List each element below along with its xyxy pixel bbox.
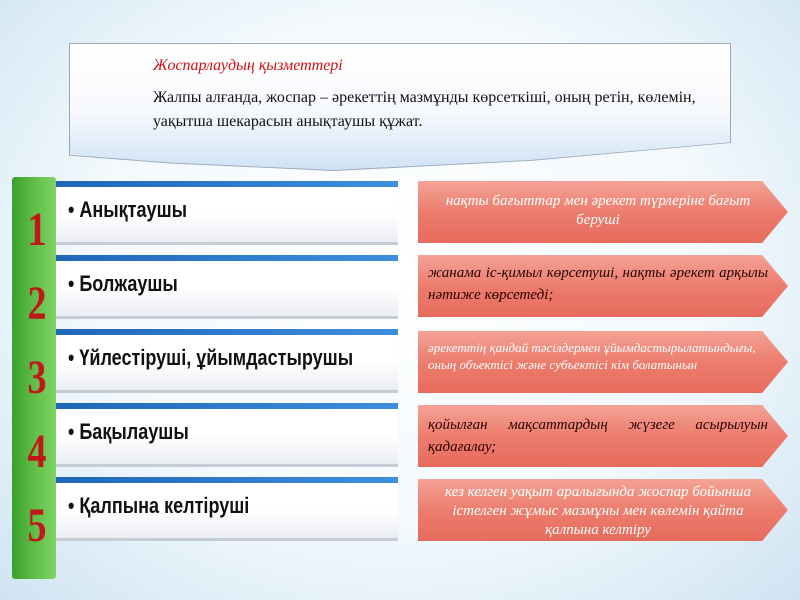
function-row-3 [56, 329, 398, 393]
description-text-1: нақты бағыттар мен әрекет түрлеріне бағыт беруші [445, 193, 751, 228]
item-number-3: 3 [27, 351, 47, 405]
function-label: • Анықтаушы [68, 197, 188, 222]
header-text: Жалпы алғанда, жоспар – әрекеттің мазмұнды көрсеткіші, оның ретін, көлемін, уақытша шекарасын анықтаушы құжат. [153, 89, 696, 130]
item-number-1: 1 [27, 203, 47, 257]
function-row-5 [56, 477, 398, 541]
description-text-3: әрекеттің қандай тәсілдермен ұйымдастырылатындығы, оның объектісі және субъектісі кім болатынын [428, 340, 756, 372]
description-text-4: қойылған мақсаттардың жүзеге асырылуын қадағалау; [428, 417, 768, 455]
row-top-line [56, 255, 398, 261]
function-row-1 [56, 181, 398, 245]
row-top-line [56, 181, 398, 187]
function-label: • Бақылаушы [68, 419, 189, 444]
function-row-4 [56, 403, 398, 467]
row-top-line [56, 403, 398, 409]
description-text-2: жанама іс-қимыл көрсетуші, нақты әрекет арқылы нәтиже көрсетеді; [428, 265, 768, 303]
row-bottom-line [56, 464, 398, 467]
row-bottom-line [56, 538, 398, 541]
item-number-2: 2 [27, 277, 47, 331]
row-bottom-line [56, 316, 398, 319]
function-row-2 [56, 255, 398, 319]
row-bottom-line [56, 390, 398, 393]
function-label: • Қалпына келтіруші [68, 493, 250, 518]
row-top-line [56, 329, 398, 335]
function-label: • Болжаушы [68, 271, 178, 296]
item-number-4: 4 [27, 425, 47, 479]
description-text-5: кез келген уақыт аралығында жоспар бойынша істелген жұмыс мазмұны мен көлемін қайта қалпына келтіру [444, 484, 752, 538]
item-number-5: 5 [27, 499, 47, 553]
row-top-line [56, 477, 398, 483]
function-label: • Үйлестіруші, ұйымдастырушы [68, 345, 354, 370]
header-title: Жоспарлаудың қызметтері [153, 57, 343, 74]
row-bottom-line [56, 242, 398, 245]
